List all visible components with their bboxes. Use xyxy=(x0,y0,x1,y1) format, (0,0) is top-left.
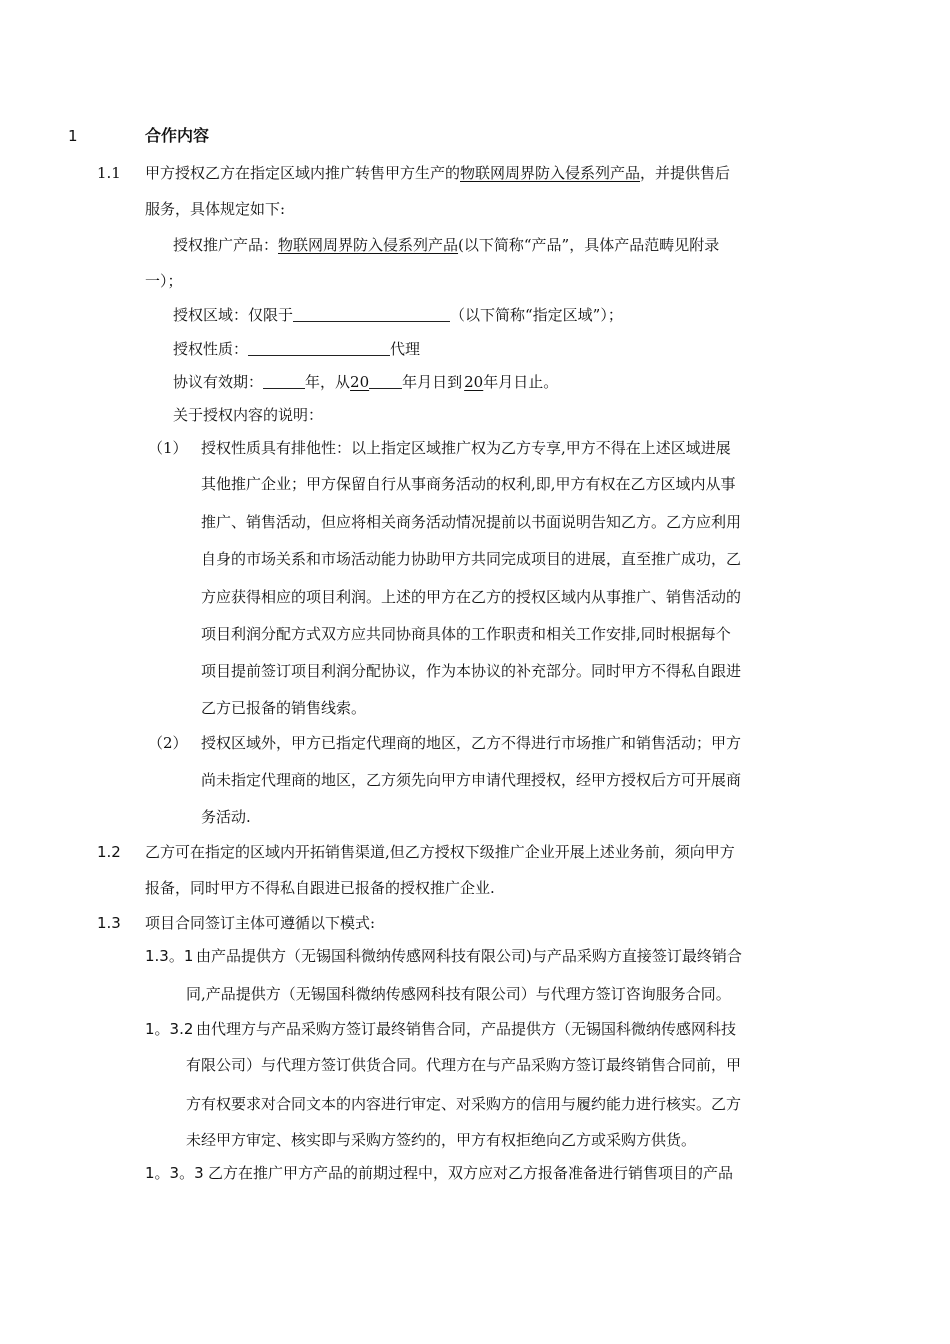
item-2-number: （2） xyxy=(148,734,188,752)
clause-1-3-3-number: 1。3。3 xyxy=(145,1164,204,1182)
clause-text: 甲方授权乙方在指定区域内推广转售甲方生产的 xyxy=(145,164,461,182)
item-1-line: 乙方已报备的销售线索。 xyxy=(201,699,367,717)
clause-1-2-line: 报备，同时甲方不得私自跟进已报备的授权推广企业. xyxy=(145,879,495,897)
clause-1-2-line: 乙方可在指定的区域内开拓销售渠道,但乙方授权下级推广企业开展上述业务前，须向甲方 xyxy=(145,843,735,861)
year-prefix: 20 xyxy=(464,373,484,391)
authorization-nature-line xyxy=(173,339,420,359)
field-value: 代理 xyxy=(390,340,421,358)
clause-1-3-2-line: 方有权要求对合同文本的内容进行审定、对采购方的信用与履约能力进行核实。乙方 xyxy=(186,1095,742,1113)
clause-1-3-2-number: 1。3.2 xyxy=(145,1020,194,1038)
item-1-number: （1） xyxy=(148,439,188,457)
field-label: 授权推广产品： xyxy=(173,236,279,254)
clause-1-3-1-line: 同,产品提供方（无锡国科微纳传感网科技有限公司）与代理方签订咨询服务合同。 xyxy=(186,985,731,1003)
item-2-line: 尚未指定代理商的地区，乙方须先向甲方申请代理授权，经甲方授权后方可开展商 xyxy=(201,771,742,789)
product-name-underlined: 物联网周界防入侵系列产品 xyxy=(460,164,641,182)
field-value: （以下简称“指定区域”）； xyxy=(450,306,623,324)
clause-1-1-line-1 xyxy=(145,163,730,183)
product-name-underlined: 物联网周界防入侵系列产品 xyxy=(278,236,459,254)
year-blank xyxy=(263,372,305,389)
field-value: 年月日到 xyxy=(402,373,463,391)
validity-line xyxy=(173,372,558,392)
clause-1-1-number: 1.1 xyxy=(97,164,121,182)
clause-1-3-2-line: 未经甲方审定、核实即与采购方签约的，甲方有权拒绝向乙方或采购方供货。 xyxy=(186,1131,697,1149)
clause-1-2-number: 1.2 xyxy=(97,843,121,861)
item-1-line: 方应获得相应的项目利润。上述的甲方在乙方的授权区域内从事推广、销售活动的 xyxy=(201,588,742,606)
region-blank xyxy=(293,305,450,322)
year-prefix: 20 xyxy=(350,373,370,391)
field-label: 授权性质： xyxy=(173,340,249,358)
item-1-line: 其他推广企业；甲方保留自行从事商务活动的权利,即,甲方有权在乙方区域内从事 xyxy=(201,475,736,493)
field-label: 协议有效期： xyxy=(173,373,264,391)
item-1-line: 项目利润分配方式双方应共同协商具体的工作职责和相关工作安排,同时根据每个 xyxy=(201,625,731,643)
clause-1-3-2-line: 由代理方与产品采购方签订最终销售合同，产品提供方（无锡国科微纳传感网科技 xyxy=(196,1020,737,1038)
item-2-line: 务活动. xyxy=(201,808,251,826)
clause-1-3-2-line: 有限公司）与代理方签订供货合同。代理方在与产品采购方签订最终销售合同前，甲 xyxy=(186,1056,742,1074)
section-title: 合作内容 xyxy=(145,126,210,145)
item-1-line: 自身的市场关系和市场活动能力协助甲方共同完成项目的进展，直至推广成功，乙 xyxy=(201,550,742,568)
field-label: 授权区域：仅限于 xyxy=(173,306,294,324)
clause-1-3-intro: 项目合同签订主体可遵循以下模式: xyxy=(145,914,376,932)
nature-blank xyxy=(248,339,390,356)
clause-1-3-1-number: 1.3。1 xyxy=(145,947,194,965)
field-value: 年月日止。 xyxy=(483,373,559,391)
clause-1-3-number: 1.3 xyxy=(97,914,121,932)
section-number: 1 xyxy=(68,127,78,145)
item-1-line: 推广、销售活动，但应将相关商务活动情况提前以书面说明告知乙方。乙方应利用 xyxy=(201,513,742,531)
item-2-line: 授权区域外，甲方已指定代理商的地区，乙方不得进行市场推广和销售活动；甲方 xyxy=(201,734,742,752)
item-1-line: 项目提前签订项目利润分配协议，作为本协议的补充部分。同时甲方不得私自跟进 xyxy=(201,662,742,680)
field-value: 年，从 xyxy=(305,373,351,391)
description-label: 关于授权内容的说明： xyxy=(173,406,324,424)
authorized-region-line xyxy=(173,305,623,325)
clause-1-3-3-line: 乙方在推广甲方产品的前期过程中，双方应对乙方报备准备进行销售项目的产品 xyxy=(208,1164,734,1182)
item-1-line: 授权性质具有排他性：以上指定区域推广权为乙方专享,甲方不得在上述区域进展 xyxy=(201,439,731,457)
field-value: (以下简称“产品”，具体产品范畴见附录 xyxy=(458,236,720,254)
year-blank xyxy=(369,372,402,389)
clause-text: ，并提供售后 xyxy=(640,164,731,182)
clause-1-1-line-2: 服务，具体规定如下: xyxy=(145,200,286,218)
authorized-product-line xyxy=(173,235,719,255)
clause-1-3-1-line: 由产品提供方（无锡国科微纳传感网科技有限公司)与产品采购方直接签订最终销合 xyxy=(196,947,742,965)
authorized-product-cont: 一）； xyxy=(145,272,183,290)
